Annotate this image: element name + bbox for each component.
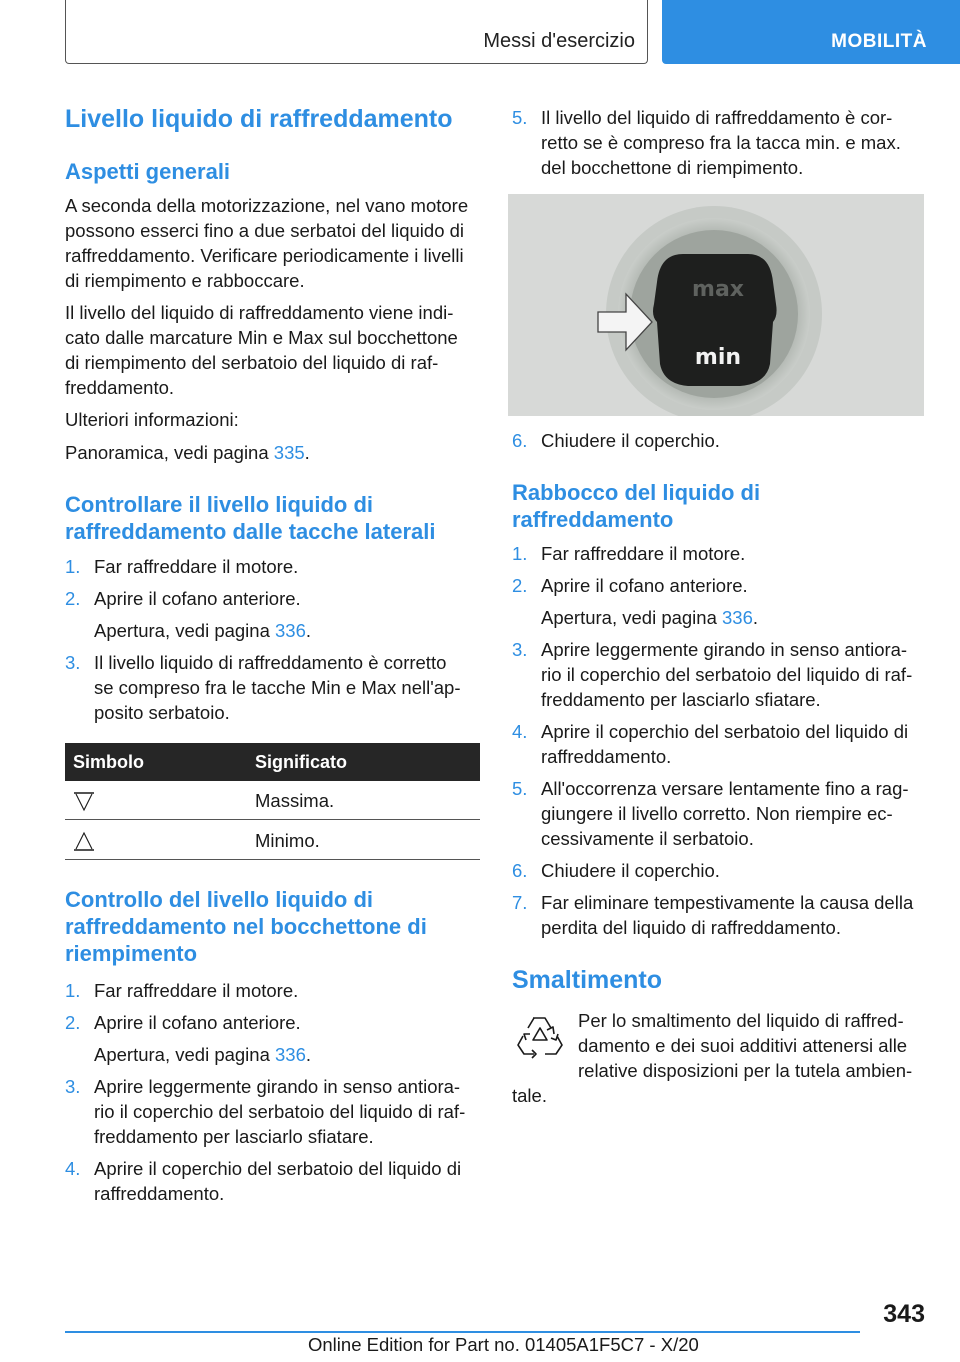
min-mark-icon [73, 830, 95, 857]
max-label: max [692, 277, 744, 302]
opening-reference: Apertura, vedi pagina 336. [541, 607, 759, 628]
overview-reference: Panoramica, vedi pagina 335. [65, 442, 310, 463]
more-info-label: Ulteriori informazioni: [65, 409, 239, 430]
max-mark-icon [73, 790, 95, 817]
opening-reference: Apertura, vedi pagina 336. [94, 620, 312, 641]
page-title: Livello liquido di raffreddamento [65, 105, 453, 133]
general-paragraph-2: Il livello del liquido di raffreddamento viene indi- cato dalle marcature Min e Max sul bocchettone di riempimento del serbatoio del liquido di raf- freddamento. [65, 302, 458, 398]
disposal-text-end: tale. [512, 1085, 547, 1106]
page-link-336[interactable]: 336 [275, 620, 306, 641]
disposal-heading: Smaltimento [512, 966, 663, 994]
footer-edition: Online Edition for Part no. 01405A1F5C7 - X/20 [308, 1334, 699, 1355]
disposal-text: Per lo smaltimento del liquido di raffred- damento e dei suoi additivi attenersi alle relative disposizioni per la tutela ambien- [578, 1010, 913, 1081]
topup-heading: Rabbocco del liquido di raffreddamento [512, 480, 761, 532]
table-row [65, 781, 480, 820]
header-chapter-title: MOBILITÀ [831, 31, 927, 52]
meaning-max: Massima. [255, 790, 335, 811]
header-chapter-tab[interactable] [662, 0, 960, 64]
filler-check-heading: Controllo del livello liquido di raffreddamento nel bocchettone di riempimento [65, 887, 427, 966]
general-heading: Aspetti generali [65, 159, 231, 184]
header-section-title: Messi d'esercizio [483, 30, 635, 52]
column-header-symbol: Simbolo [73, 752, 144, 772]
recycle-icon [514, 1012, 566, 1067]
meaning-min: Minimo. [255, 830, 320, 851]
general-paragraph-1: A seconda della motorizzazione, nel vano motore possono esserci fino a due serbatoi del liquido di raffreddamento. Verificare periodicamente i livelli di riempimento e rabboccare. [65, 195, 469, 291]
side-check-heading: Controllare il livello liquido di raffreddamento dalle tacche laterali [65, 492, 436, 544]
page-link-335[interactable]: 335 [273, 442, 305, 463]
min-label: min [694, 345, 742, 370]
page-link-336[interactable]: 336 [722, 607, 753, 628]
table-row [65, 821, 480, 860]
footer-rule [65, 1331, 860, 1333]
header-section-box [65, 0, 648, 64]
table-header [65, 743, 480, 781]
page-link-336[interactable]: 336 [275, 1044, 306, 1065]
coolant-filler-photo [508, 194, 924, 416]
page-number: 343 [883, 1300, 925, 1328]
opening-reference: Apertura, vedi pagina 336. [94, 1044, 312, 1065]
column-header-meaning: Significato [255, 752, 348, 772]
